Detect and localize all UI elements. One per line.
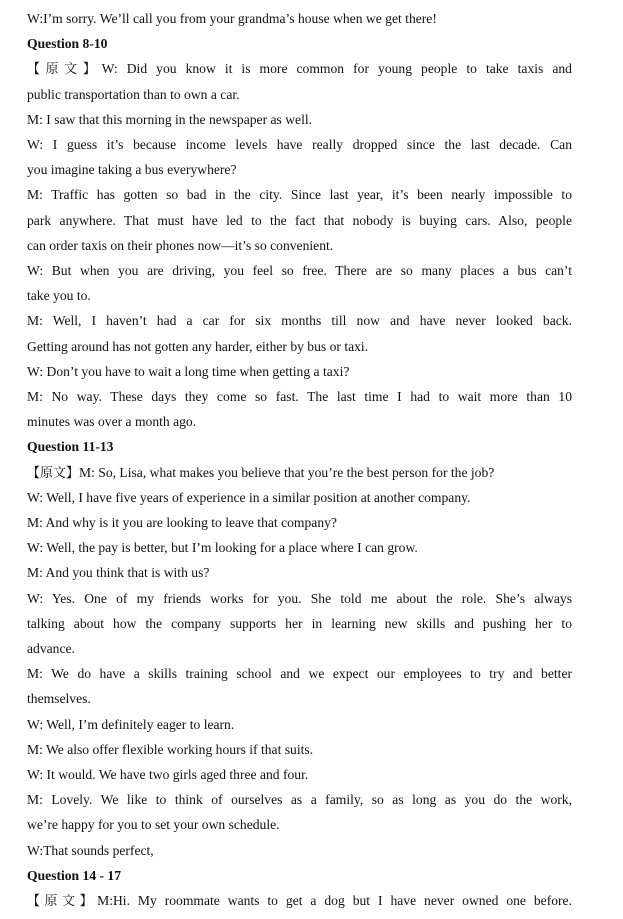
text-line	[27, 460, 572, 486]
text-line	[27, 409, 572, 434]
text-line	[27, 611, 572, 636]
text-line	[27, 233, 572, 258]
line-text: talking about how the company supports her in learning new skills and pushing her to	[27, 615, 572, 631]
line-text: Question 8-10	[27, 36, 108, 52]
line-text: public transportation than to own a car.	[27, 86, 240, 102]
line-text: W: It would. We have two girls aged three and four.	[27, 767, 309, 782]
line-text: take you to.	[27, 288, 91, 304]
source-text-tag: 【原文】	[27, 62, 102, 78]
text-line	[27, 762, 572, 787]
text-line	[27, 686, 572, 711]
line-text: themselves.	[27, 691, 91, 707]
text-line	[27, 510, 572, 535]
line-text: W:That sounds perfect,	[27, 842, 154, 858]
text-line	[27, 485, 572, 510]
text-line	[27, 535, 572, 560]
line-text: W: Well, the pay is better, but I’m looking for a place where I can grow.	[27, 540, 418, 556]
line-text: minutes was over a month ago.	[27, 414, 197, 430]
line-text: W: Did you know it is more common for young people to take taxis and	[101, 61, 572, 77]
text-line	[27, 888, 572, 914]
text-line	[27, 208, 572, 233]
text-line	[27, 787, 572, 812]
text-line	[27, 157, 572, 182]
line-text: park anywhere. That must have led to the fact that nobody is buying cars. Also, people	[27, 212, 572, 228]
line-text: W:I’m sorry. We’ll call you from your grandma’s house when we get there!	[27, 11, 437, 26]
line-text: M: Lovely. We like to think of ourselves as a family, so as long as you do the work,	[27, 792, 572, 808]
text-line	[27, 6, 572, 31]
line-text: W: But when you are driving, you feel so free. There are so many places a bus can’t	[27, 263, 572, 278]
text-line	[27, 636, 572, 661]
line-text: M: I saw that this morning in the newspaper as well.	[27, 111, 313, 127]
text-line	[27, 334, 572, 359]
line-text: Getting around has not gotten any harder, either by bus or taxi.	[27, 338, 369, 354]
line-text: M: We do have a skills training school and we expect our employees to try and better	[27, 666, 572, 682]
line-text: you imagine taking a bus everywhere?	[27, 162, 237, 178]
line-text: M: We also offer flexible working hours if that suits.	[27, 741, 314, 757]
line-text: M: No way. These days they come so fast. The last time I had to wait more than 10	[27, 389, 572, 404]
line-text: we’re happy for you to set your own schedule.	[27, 817, 280, 833]
text-line	[27, 661, 572, 686]
text-line	[27, 812, 572, 837]
section-heading	[27, 31, 572, 56]
text-line	[27, 56, 572, 82]
line-text: W: Don’t you have to wait a long time when getting a taxi?	[27, 363, 350, 379]
source-text-tag: 【原文】	[27, 894, 98, 909]
text-line	[27, 132, 572, 157]
line-text: W: I guess it’s because income levels have really dropped since the last decade. Can	[27, 137, 572, 152]
line-text: M: And why is it you are looking to leave that company?	[27, 515, 337, 530]
text-line	[27, 182, 572, 207]
line-text: M:Hi. My roommate wants to get a dog but I have never owned one before.	[97, 893, 572, 908]
text-line	[27, 82, 572, 107]
text-line	[27, 586, 572, 611]
line-text: W: Well, I’m definitely eager to learn.	[27, 716, 235, 732]
line-text: Question 11-13	[27, 439, 114, 455]
line-text: Question 14 - 17	[27, 867, 122, 883]
text-line	[27, 107, 572, 132]
line-text: M: So, Lisa, what makes you believe that you’re the best person for the job?	[79, 464, 495, 480]
source-text-tag: 【原文】	[27, 465, 80, 481]
text-line	[27, 308, 572, 333]
text-line	[27, 560, 572, 585]
section-heading	[27, 863, 572, 888]
line-text: advance.	[27, 641, 75, 656]
line-text: W: Yes. One of my friends works for you. She told me about the role. She’s always	[27, 590, 572, 606]
text-line	[27, 737, 572, 762]
line-text: can order taxis on their phones now—it’s so convenient.	[27, 237, 334, 253]
line-text: W: Well, I have five years of experience in a similar position at another company.	[27, 489, 471, 505]
line-text: M: Traffic has gotten so bad in the city. Since last year, it’s been nearly impossible to	[27, 187, 572, 203]
section-heading	[27, 434, 572, 459]
text-line	[27, 712, 572, 737]
text-line	[27, 258, 572, 283]
text-line	[27, 283, 572, 308]
line-text: M: And you think that is with us?	[27, 565, 210, 581]
text-line	[27, 384, 572, 409]
text-line	[27, 838, 572, 863]
line-text: M: Well, I haven’t had a car for six months till now and have never looked back.	[27, 313, 572, 329]
text-line	[27, 359, 572, 384]
